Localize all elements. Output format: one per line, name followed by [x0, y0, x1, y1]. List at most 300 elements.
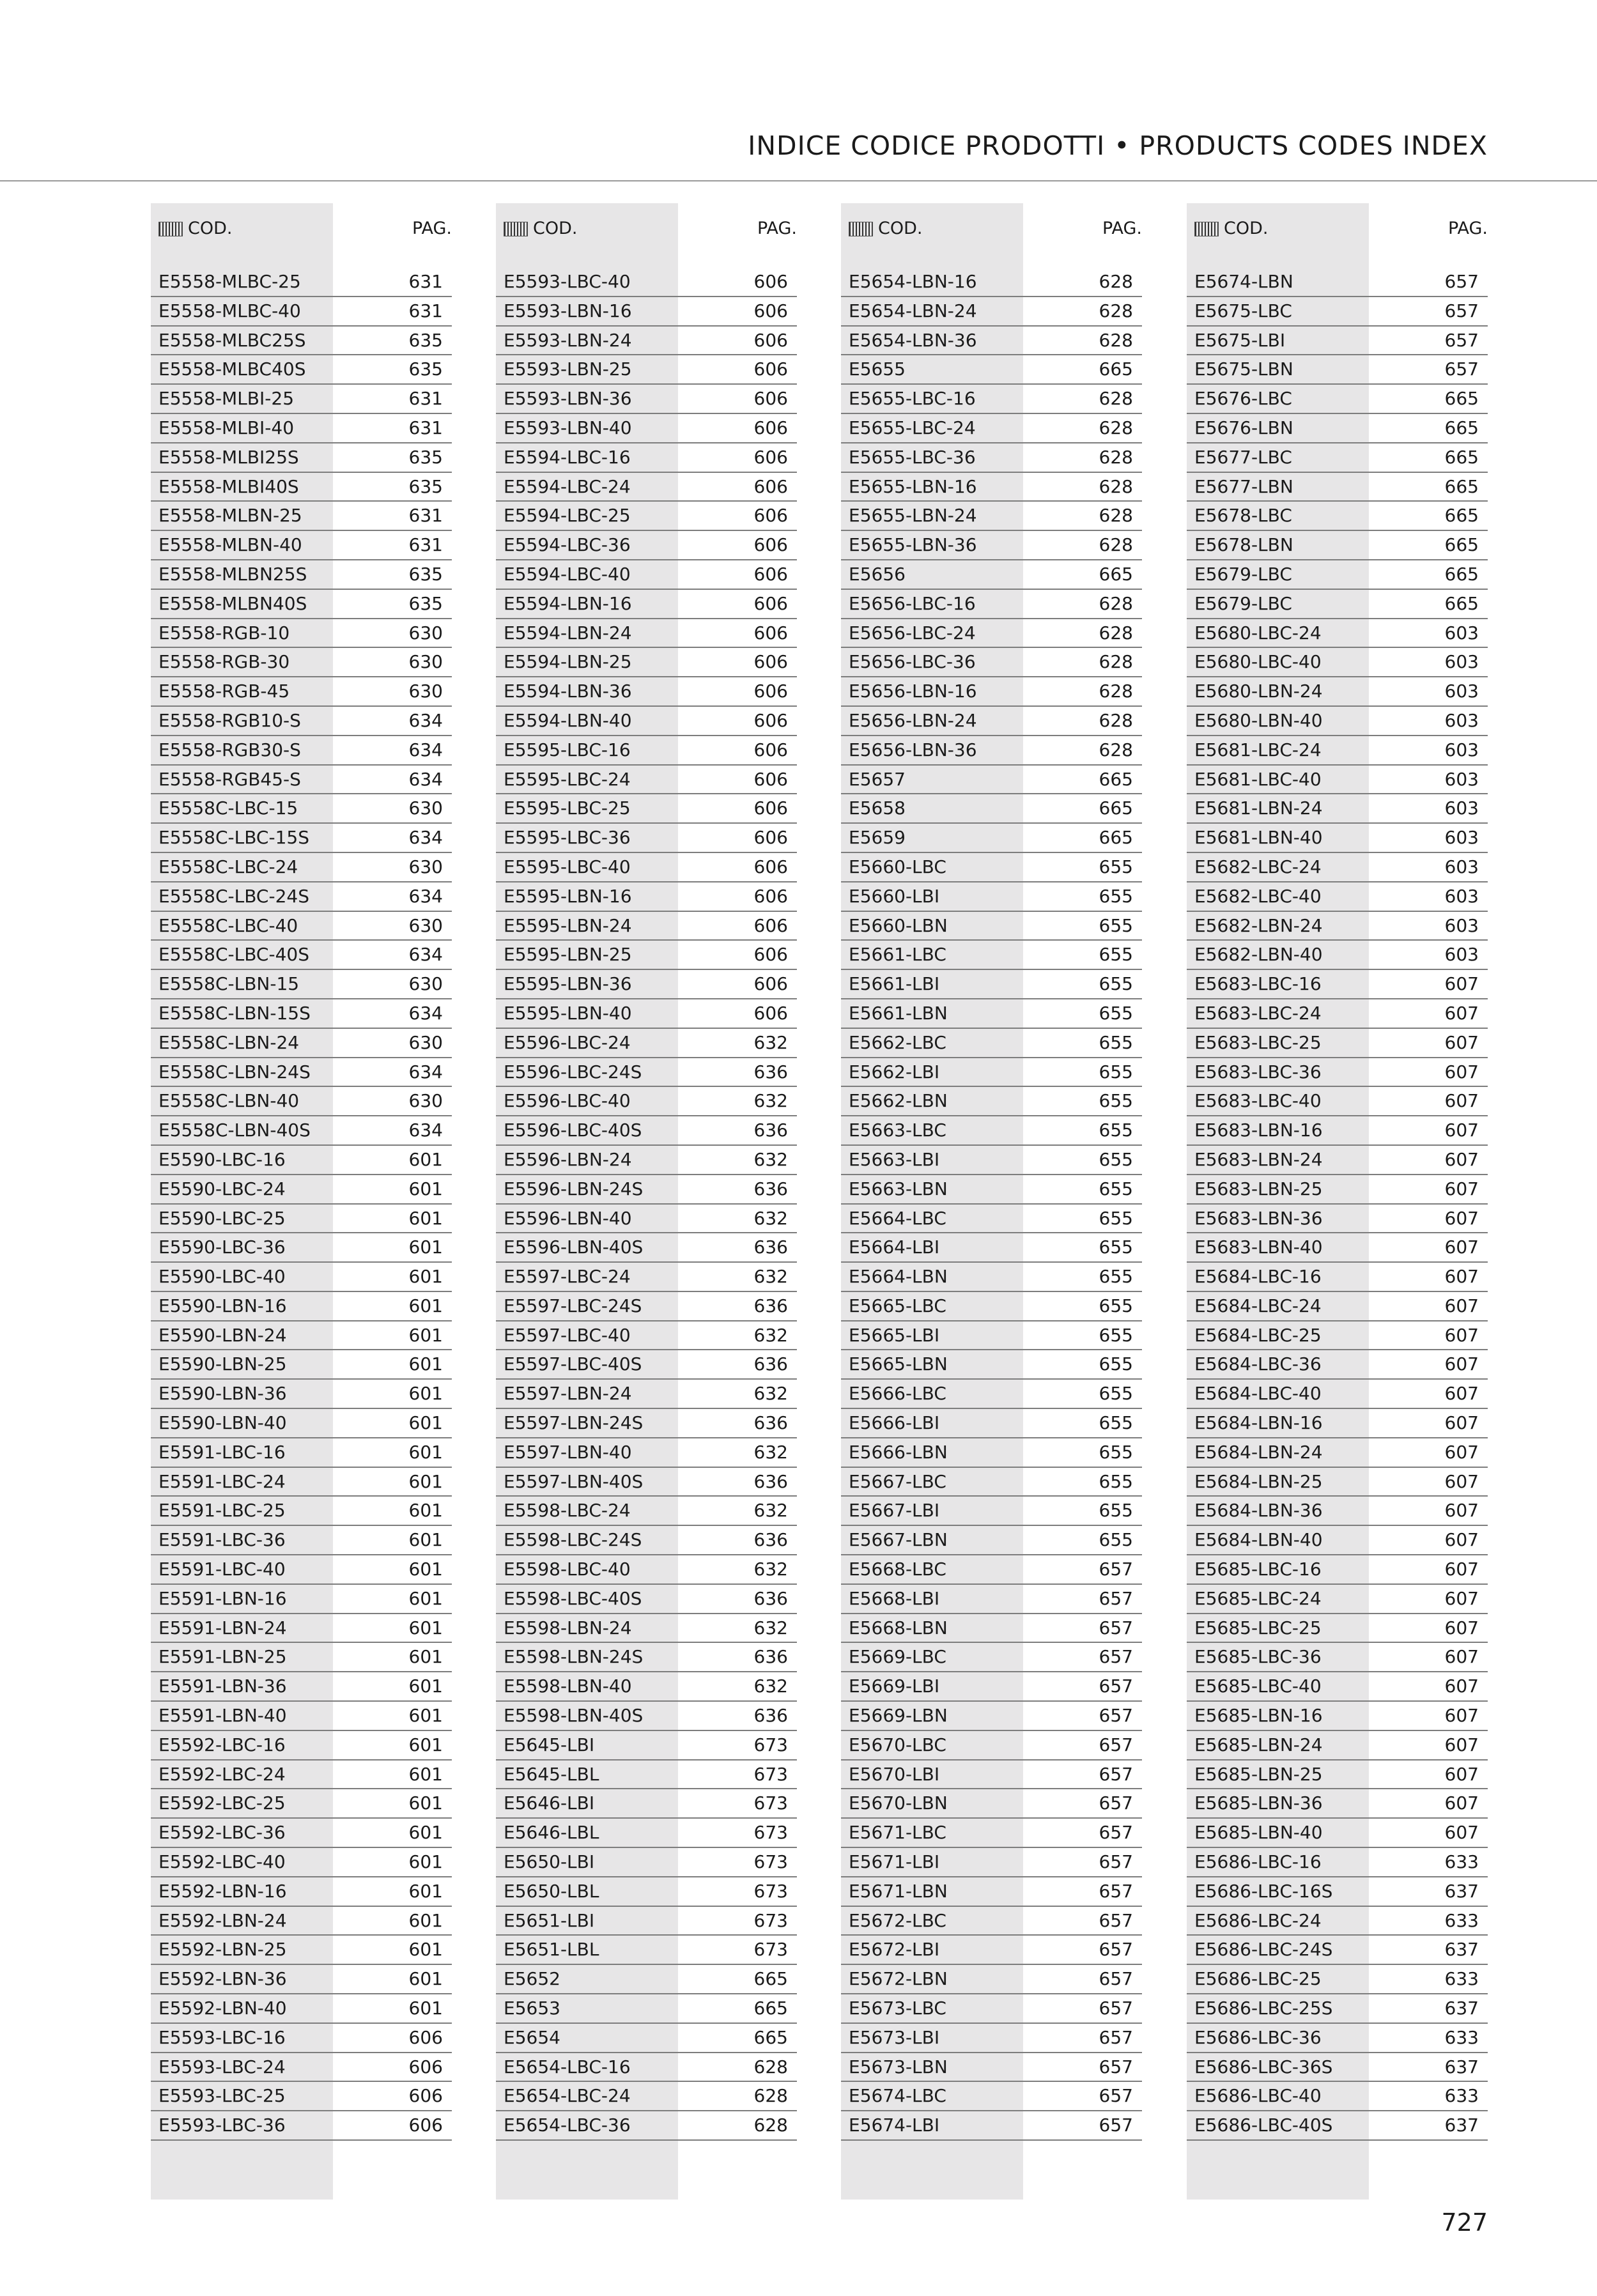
page-reference: 628: [753, 2115, 788, 2136]
page-reference: 655: [1099, 1266, 1133, 1288]
product-code: E5686-LBC-25S: [1194, 1998, 1333, 2019]
page-reference: 655: [1099, 1090, 1133, 1112]
page-reference: 601: [408, 1646, 443, 1668]
product-code: E5598-LBC-24S: [504, 1529, 642, 1551]
barcode-icon: [1194, 222, 1219, 236]
page-reference: 655: [1099, 1441, 1133, 1463]
page-reference: 657: [1099, 1763, 1133, 1785]
page-reference: 634: [408, 885, 443, 907]
table-row: [841, 853, 1142, 882]
product-code: E5686-LBC-16S: [1194, 1880, 1333, 1902]
page-reference: 606: [753, 300, 788, 321]
table-row: [496, 1146, 797, 1175]
page-reference: 601: [408, 1470, 443, 1492]
product-code: E5685-LBN-24: [1194, 1734, 1323, 1755]
page-header-label: PAG.: [412, 219, 452, 238]
table-row: [496, 824, 797, 853]
product-code: E5594-LBC-40: [504, 563, 631, 585]
table-row: [151, 1877, 452, 1907]
page-reference: 607: [1444, 1470, 1479, 1492]
product-code: E5685-LBN-40: [1194, 1822, 1323, 1844]
product-code: E5655: [849, 358, 906, 380]
product-code: E5558C-LBC-15S: [158, 827, 309, 849]
product-code: E5558-MLBI40S: [158, 475, 299, 497]
table-row: [496, 268, 797, 297]
table-row: [496, 1321, 797, 1351]
table-row: [1187, 1672, 1488, 1702]
table-row: [1187, 999, 1488, 1029]
table-row: [841, 677, 1142, 707]
product-code: E5674-LBI: [849, 2115, 940, 2136]
product-code: E5593-LBN-36: [504, 388, 632, 410]
table-row: [1187, 1205, 1488, 1234]
page-reference: 601: [408, 1617, 443, 1638]
table-row: [151, 1438, 452, 1468]
page-reference: 603: [1444, 622, 1479, 643]
table-row: [496, 1672, 797, 1702]
table-row: [151, 1409, 452, 1438]
product-code: E5654-LBC-16: [504, 2056, 631, 2077]
table-row: [496, 1029, 797, 1058]
table-row: [1187, 1585, 1488, 1614]
page-reference: 673: [753, 1792, 788, 1814]
product-code: E5670-LBI: [849, 1763, 940, 1785]
page-reference: 628: [1099, 505, 1133, 527]
product-code: E5645-LBL: [504, 1763, 599, 1785]
table-row: [151, 882, 452, 912]
product-code: E5682-LBC-40: [1194, 885, 1322, 907]
page-reference: 607: [1444, 1061, 1479, 1083]
page-reference: 655: [1099, 1061, 1133, 1083]
page-reference: 635: [408, 592, 443, 614]
table-row: [151, 1029, 452, 1058]
table-row: [841, 2111, 1142, 2141]
table-row: [841, 473, 1142, 502]
product-code: E5558-RGB45-S: [158, 768, 301, 790]
product-code: E5591-LBN-40: [158, 1705, 287, 1727]
page-reference: 665: [1444, 446, 1479, 468]
product-code: E5654-LBN-36: [849, 329, 977, 351]
product-code: E5666-LBI: [849, 1412, 940, 1434]
table-row: [496, 1965, 797, 1994]
page-reference: 636: [753, 1178, 788, 1199]
page-reference: 657: [1444, 271, 1479, 292]
table-row: [841, 1614, 1142, 1644]
product-code: E5596-LBC-24S: [504, 1061, 642, 1083]
page-reference: 601: [408, 1237, 443, 1258]
product-code: E5597-LBC-24: [504, 1266, 631, 1288]
table-row: [1187, 2053, 1488, 2083]
product-code: E5596-LBC-40: [504, 1090, 631, 1112]
table-row: [841, 1819, 1142, 1848]
page-reference: 665: [753, 1968, 788, 1990]
product-code: E5590-LBN-36: [158, 1383, 287, 1405]
table-row: [1187, 1965, 1488, 1994]
product-code: E5683-LBC-25: [1194, 1031, 1322, 1053]
index-rows: [151, 268, 452, 2141]
product-code: E5686-LBC-16: [1194, 1851, 1322, 1873]
page-reference: 607: [1444, 1237, 1479, 1258]
table-row: [841, 1029, 1142, 1058]
page-reference: 673: [753, 1939, 788, 1961]
table-row: [496, 1497, 797, 1526]
table-row: [841, 1146, 1142, 1175]
table-row: [841, 590, 1142, 619]
table-row: [496, 1702, 797, 1731]
table-row: [496, 619, 797, 649]
page-reference: 603: [1444, 739, 1479, 760]
table-row: [151, 502, 452, 531]
table-row: [1187, 502, 1488, 531]
page-reference: 634: [408, 1120, 443, 1141]
page-reference: 630: [408, 856, 443, 877]
table-row: [841, 1292, 1142, 1321]
table-row: [841, 1438, 1142, 1468]
page-reference: 657: [1099, 1792, 1133, 1814]
page-reference: 606: [753, 856, 788, 877]
table-row: [841, 414, 1142, 443]
table-row: [151, 1789, 452, 1819]
product-code: E5558C-LBC-24: [158, 856, 298, 877]
page-reference: 631: [408, 300, 443, 321]
page-reference: 637: [1444, 1880, 1479, 1902]
page-reference: 601: [408, 1968, 443, 1990]
page-reference: 630: [408, 1090, 443, 1112]
page-reference: 632: [753, 1324, 788, 1346]
page-reference: 601: [408, 1792, 443, 1814]
index-rows: [1187, 268, 1488, 2141]
product-code: E5680-LBN-40: [1194, 709, 1323, 731]
code-header-label: COD.: [1224, 219, 1269, 238]
page-reference: 635: [408, 358, 443, 380]
product-code: E5598-LBC-24: [504, 1500, 631, 1522]
header-divider: [0, 180, 1597, 181]
product-code: E5656-LBN-16: [849, 681, 977, 702]
page-reference: 607: [1444, 1559, 1479, 1580]
product-code: E5591-LBN-24: [158, 1617, 287, 1638]
product-code: E5683-LBN-40: [1194, 1237, 1323, 1258]
product-code: E5655-LBN-16: [849, 475, 977, 497]
product-code: E5597-LBN-40: [504, 1441, 632, 1463]
table-row: [1187, 1907, 1488, 1936]
product-code: E5663-LBN: [849, 1178, 948, 1199]
table-row: [496, 1877, 797, 1907]
product-code: E5558C-LBC-15: [158, 797, 298, 819]
table-row: [1187, 473, 1488, 502]
product-code: E5590-LBN-25: [158, 1353, 287, 1375]
table-row: [496, 443, 797, 473]
table-row: [841, 355, 1142, 385]
table-row: [1187, 853, 1488, 882]
page-reference: 607: [1444, 1002, 1479, 1024]
page-reference: 657: [1099, 1617, 1133, 1638]
page-reference: 607: [1444, 1646, 1479, 1668]
product-code: E5598-LBN-40S: [504, 1705, 644, 1727]
page-reference: 655: [1099, 973, 1133, 995]
product-code: E5592-LBC-36: [158, 1822, 286, 1844]
product-code: E5593-LBC-16: [158, 2026, 286, 2048]
product-code: E5590-LBC-40: [158, 1266, 286, 1288]
page-reference: 606: [753, 739, 788, 760]
table-row: [496, 1233, 797, 1263]
product-code: E5590-LBC-25: [158, 1207, 286, 1229]
page-reference: 607: [1444, 1148, 1479, 1170]
table-row: [496, 677, 797, 707]
table-row: [151, 1058, 452, 1088]
table-row: [841, 268, 1142, 297]
page-reference: 636: [753, 1353, 788, 1375]
table-row: [841, 736, 1142, 766]
table-row: [841, 619, 1142, 649]
table-row: [1187, 2111, 1488, 2141]
table-row: [151, 297, 452, 327]
table-row: [1187, 1848, 1488, 1877]
product-code: E5664-LBN: [849, 1266, 948, 1288]
page-reference: 607: [1444, 1383, 1479, 1405]
product-code: E5594-LBC-16: [504, 446, 631, 468]
table-row: [841, 1468, 1142, 1497]
product-code: E5596-LBN-24S: [504, 1178, 644, 1199]
page-reference: 607: [1444, 1822, 1479, 1844]
table-row: [1187, 327, 1488, 356]
product-code: E5656: [849, 563, 906, 585]
page-reference: 657: [1099, 2026, 1133, 2048]
product-code: E5658: [849, 797, 906, 819]
table-row: [841, 1936, 1142, 1965]
page-reference: 628: [1099, 300, 1133, 321]
table-row: [151, 1936, 452, 1965]
product-code: E5598-LBC-40S: [504, 1587, 642, 1609]
product-code: E5558-MLBN25S: [158, 563, 307, 585]
page-reference: 637: [1444, 2056, 1479, 2077]
page-reference: 637: [1444, 1998, 1479, 2019]
product-code: E5598-LBN-40: [504, 1676, 632, 1697]
table-row: [841, 941, 1142, 970]
barcode-icon: [158, 222, 183, 236]
index-column-3: [841, 203, 1142, 2200]
page-reference: 665: [1444, 475, 1479, 497]
product-code: E5656-LBN-36: [849, 739, 977, 760]
product-code: E5595-LBC-16: [504, 739, 631, 760]
page-reference: 601: [408, 1295, 443, 1316]
page-reference: 601: [408, 1909, 443, 1931]
product-code: E5685-LBC-36: [1194, 1646, 1322, 1668]
table-row: [1187, 1526, 1488, 1555]
product-code: E5660-LBI: [849, 885, 940, 907]
product-code: E5597-LBC-24S: [504, 1295, 642, 1316]
table-row: [151, 1468, 452, 1497]
page-reference: 634: [408, 739, 443, 760]
table-row: [1187, 414, 1488, 443]
page-reference: 607: [1444, 1792, 1479, 1814]
table-row: [151, 970, 452, 999]
index-column-1: [151, 203, 452, 2200]
page-reference: 603: [1444, 944, 1479, 966]
table-row: [1187, 1643, 1488, 1672]
code-header-label: COD.: [533, 219, 578, 238]
page-reference: 655: [1099, 1207, 1133, 1229]
table-row: [151, 648, 452, 677]
product-code: E5593-LBC-24: [158, 2056, 286, 2077]
page-reference: 603: [1444, 709, 1479, 731]
page-reference: 630: [408, 1031, 443, 1053]
table-row: [841, 912, 1142, 941]
page-reference: 607: [1444, 1266, 1479, 1288]
table-row: [1187, 677, 1488, 707]
table-row: [841, 1175, 1142, 1205]
page-reference: 655: [1099, 944, 1133, 966]
table-row: [841, 1116, 1142, 1146]
table-row: [841, 707, 1142, 736]
index-rows: [841, 268, 1142, 2141]
product-code: E5592-LBC-25: [158, 1792, 286, 1814]
product-code: E5661-LBC: [849, 944, 946, 966]
product-code: E5594-LBC-36: [504, 534, 631, 556]
page-reference: 607: [1444, 973, 1479, 995]
product-code: E5680-LBC-40: [1194, 651, 1322, 673]
page-reference: 637: [1444, 1939, 1479, 1961]
page-reference: 603: [1444, 827, 1479, 849]
table-row: [151, 355, 452, 385]
page-reference: 606: [753, 417, 788, 438]
table-row: [841, 327, 1142, 356]
table-row: [496, 1555, 797, 1585]
page-reference: 628: [1099, 592, 1133, 614]
table-row: [841, 1643, 1142, 1672]
page-reference: 601: [408, 1441, 443, 1463]
product-code: E5558-MLBI-25: [158, 388, 295, 410]
page-reference: 633: [1444, 2026, 1479, 2048]
table-row: [1187, 1380, 1488, 1409]
page-reference: 601: [408, 1587, 443, 1609]
page-reference: 630: [408, 973, 443, 995]
table-row: [496, 531, 797, 560]
product-code: E5592-LBC-40: [158, 1851, 286, 1873]
table-row: [151, 1555, 452, 1585]
table-row: [841, 1233, 1142, 1263]
product-code: E5597-LBN-24: [504, 1383, 632, 1405]
table-row: [496, 2024, 797, 2053]
table-row: [151, 794, 452, 824]
page-reference: 601: [408, 1412, 443, 1434]
page-reference: 635: [408, 563, 443, 585]
page-reference: 601: [408, 1324, 443, 1346]
page-reference: 628: [1099, 651, 1133, 673]
product-code: E5659: [849, 827, 906, 849]
page-reference: 628: [1099, 739, 1133, 760]
page-reference: 603: [1444, 914, 1479, 936]
product-code: E5668-LBI: [849, 1587, 940, 1609]
product-code: E5679-LBC: [1194, 563, 1292, 585]
product-code: E5684-LBC-16: [1194, 1266, 1322, 1288]
page-reference: 655: [1099, 914, 1133, 936]
product-code: E5686-LBC-40: [1194, 2085, 1322, 2107]
product-code: E5646-LBI: [504, 1792, 595, 1814]
page-reference: 655: [1099, 1295, 1133, 1316]
product-code: E5595-LBC-25: [504, 797, 631, 819]
table-row: [496, 1789, 797, 1819]
product-code: E5660-LBN: [849, 914, 948, 936]
table-row: [496, 1761, 797, 1790]
product-code: E5655-LBN-36: [849, 534, 977, 556]
page-reference: 628: [1099, 622, 1133, 643]
page-reference: 657: [1099, 1587, 1133, 1609]
table-row: [496, 766, 797, 795]
page-reference: 603: [1444, 885, 1479, 907]
product-code: E5663-LBC: [849, 1120, 946, 1141]
page-reference: 634: [408, 1002, 443, 1024]
table-row: [151, 2053, 452, 2083]
table-row: [151, 2111, 452, 2141]
page-reference: 603: [1444, 651, 1479, 673]
product-code: E5597-LBN-40S: [504, 1470, 644, 1492]
product-code: E5662-LBI: [849, 1061, 940, 1083]
page-reference: 606: [753, 505, 788, 527]
product-code: E5672-LBN: [849, 1968, 948, 1990]
product-code: E5685-LBC-16: [1194, 1559, 1322, 1580]
barcode-icon: [504, 222, 528, 236]
page-reference: 655: [1099, 1120, 1133, 1141]
product-code: E5683-LBN-16: [1194, 1120, 1323, 1141]
product-code: E5591-LBC-25: [158, 1500, 286, 1522]
page-reference: 628: [1099, 709, 1133, 731]
product-code: E5686-LBC-36: [1194, 2026, 1322, 2048]
product-code: E5558-MLBN-40: [158, 534, 302, 556]
table-row: [1187, 1321, 1488, 1351]
table-row: [496, 1994, 797, 2024]
page-header-label: PAG.: [1447, 219, 1488, 238]
table-row: [841, 999, 1142, 1029]
product-code: E5558C-LBN-24S: [158, 1061, 311, 1083]
product-code: E5681-LBC-24: [1194, 739, 1322, 760]
product-code: E5660-LBC: [849, 856, 946, 877]
table-row: [496, 1936, 797, 1965]
page-reference: 632: [753, 1207, 788, 1229]
product-code: E5661-LBI: [849, 973, 940, 995]
page-reference: 637: [1444, 2115, 1479, 2136]
table-row: [151, 736, 452, 766]
table-row: [841, 1263, 1142, 1292]
page-reference: 655: [1099, 1178, 1133, 1199]
table-row: [1187, 1292, 1488, 1321]
page-number: 727: [1441, 2208, 1488, 2237]
product-code: E5666-LBC: [849, 1383, 946, 1405]
product-code: E5594-LBN-16: [504, 592, 632, 614]
table-row: [151, 2082, 452, 2111]
page-reference: 632: [753, 1031, 788, 1053]
product-code: E5669-LBI: [849, 1676, 940, 1697]
product-code: E5595-LBN-25: [504, 944, 632, 966]
page-reference: 603: [1444, 681, 1479, 702]
product-code: E5671-LBI: [849, 1851, 940, 1873]
page-reference: 636: [753, 1470, 788, 1492]
page-reference: 655: [1099, 1412, 1133, 1434]
page-reference: 601: [408, 1353, 443, 1375]
product-code: E5593-LBN-16: [504, 300, 632, 321]
table-row: [151, 1087, 452, 1116]
table-row: [841, 1585, 1142, 1614]
page-reference: 636: [753, 1529, 788, 1551]
page-reference: 628: [1099, 271, 1133, 292]
product-code: E5684-LBC-25: [1194, 1324, 1322, 1346]
page-reference: 628: [753, 2056, 788, 2077]
page-reference: 632: [753, 1559, 788, 1580]
page-reference: 606: [753, 329, 788, 351]
table-row: [151, 1643, 452, 1672]
table-row: [841, 824, 1142, 853]
product-code: E5655-LBC-24: [849, 417, 976, 438]
table-row: [841, 1497, 1142, 1526]
